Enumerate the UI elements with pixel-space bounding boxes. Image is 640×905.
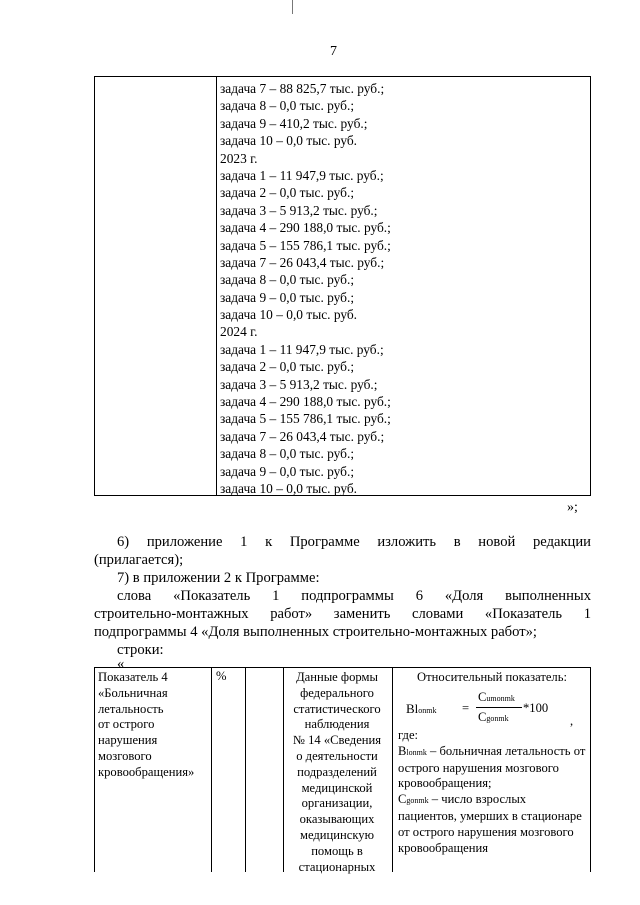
funding-line: задача 4 – 290 188,0 тыс. руб.; <box>220 220 391 236</box>
funding-line: задача 7 – 26 043,4 тыс. руб.; <box>220 428 385 444</box>
formula-comma: , <box>570 714 574 728</box>
funding-line: задача 9 – 410,2 тыс. руб.; <box>220 115 368 131</box>
funding-line: задача 2 – 0,0 тыс. руб.; <box>220 359 355 375</box>
source-line: о деятельности <box>296 748 378 763</box>
indicator-name-line: «Больничная <box>98 685 168 700</box>
funding-line: задача 2 – 0,0 тыс. руб.; <box>220 185 355 201</box>
indicator-name-line: мозгового <box>98 748 152 763</box>
formula-equals: = <box>462 701 470 715</box>
method-cell <box>395 670 589 686</box>
page-number: 7 <box>330 44 337 59</box>
funding-line: задача 8 – 0,0 тыс. руб.; <box>220 98 355 114</box>
formula <box>406 688 576 732</box>
unit-cell: % <box>216 669 227 683</box>
funding-table <box>94 76 591 496</box>
source-line: медицинской <box>301 780 373 795</box>
funding-line: задача 10 – 0,0 тыс. руб. <box>220 480 358 496</box>
col-divider-3 <box>283 668 284 872</box>
source-line: наблюдения <box>304 717 370 732</box>
open-quote: « <box>117 656 125 672</box>
source-line: Данные формы <box>296 670 378 684</box>
indicator-table <box>94 667 591 872</box>
funding-line: задача 3 – 5 913,2 тыс. руб.; <box>220 202 378 218</box>
funding-line: задача 9 – 0,0 тыс. руб.; <box>220 463 355 479</box>
rows-label: строки: <box>117 642 164 658</box>
table-column-divider <box>216 77 217 495</box>
source-line: оказывающих <box>299 812 375 827</box>
item-6-line-1: 6) приложение 1 к Программе изложить в новой редакции <box>117 534 591 550</box>
funding-line: задача 7 – 88 825,7 тыс. руб.; <box>220 81 385 96</box>
col-divider-2 <box>245 668 246 872</box>
formula-numerator: Cumonmk <box>478 690 515 704</box>
funding-line: задача 9 – 0,0 тыс. руб.; <box>220 289 355 305</box>
source-line: медицинскую <box>300 827 374 842</box>
words-line-1: слова «Показатель 1 подпрограммы 6 «Доля выполненных <box>117 588 591 604</box>
indicator-name-line: от острого <box>98 717 155 732</box>
item-7: 7) в приложении 2 к Программе: <box>117 570 320 586</box>
funding-line: задача 10 – 0,0 тыс. руб. <box>220 307 358 323</box>
funding-line: 2024 г. <box>220 324 258 340</box>
indicator-name-line: нарушения <box>98 733 158 748</box>
funding-line: задача 8 – 0,0 тыс. руб.; <box>220 446 355 462</box>
source-line: подразделений <box>297 764 377 779</box>
definition-2: Cgonmk – число взрослых пациентов, умерших в стационаре от острого нарушения мозгового кровообращения <box>398 792 582 855</box>
source-line: № 14 «Сведения <box>292 733 382 748</box>
indicator-name-cell <box>98 670 213 781</box>
definitions <box>398 728 588 856</box>
formula-denominator: Cgonmk <box>478 710 509 724</box>
words-line-3: подпрограммы 4 «Доля выполненных строительно-монтажных работ»; <box>94 624 537 640</box>
where-label: где: <box>398 728 419 742</box>
funding-line: задача 1 – 11 947,9 тыс. руб.; <box>220 167 384 183</box>
source-line: организации, <box>301 796 373 811</box>
method-title: Относительный показатель: <box>417 670 567 684</box>
funding-line: задача 1 – 11 947,9 тыс. руб.; <box>220 341 384 357</box>
item-6-line-2: (прилагается); <box>94 552 184 568</box>
source-cell <box>285 670 389 875</box>
formula-lhs: Blonmk <box>406 701 437 716</box>
closing-quote: »; <box>567 500 578 515</box>
indicator-name-line: Показатель 4 <box>98 670 168 684</box>
funding-line: задача 5 – 155 786,1 тыс. руб.; <box>220 237 391 253</box>
funding-line: задача 5 – 155 786,1 тыс. руб.; <box>220 411 391 427</box>
source-line: статистического <box>293 701 381 716</box>
funding-line: задача 4 – 290 188,0 тыс. руб.; <box>220 394 391 410</box>
indicator-name-line: летальность <box>98 701 164 716</box>
funding-line: задача 7 – 26 043,4 тыс. руб.; <box>220 254 385 270</box>
page-top-mark <box>292 0 293 14</box>
funding-line: задача 8 – 0,0 тыс. руб.; <box>220 272 355 288</box>
source-line: помощь в <box>311 843 363 858</box>
definition-1: Blonmk – больничная летальность от острого нарушения мозгового кровообращения; <box>398 743 586 791</box>
col-divider-4 <box>392 668 393 872</box>
words-line-2: строительно-монтажных работ» заменить словами «Показатель 1 <box>94 606 591 622</box>
funding-line: задача 10 – 0,0 тыс. руб. <box>220 133 358 149</box>
source-line: федерального <box>300 685 374 700</box>
funding-line: 2023 г. <box>220 150 258 166</box>
source-line: стационарных <box>298 859 376 874</box>
fraction-bar <box>476 707 522 708</box>
indicator-name-line: кровообращения» <box>98 764 195 779</box>
formula-factor: *100 <box>523 701 549 715</box>
funding-line: задача 3 – 5 913,2 тыс. руб.; <box>220 376 378 392</box>
funding-lines <box>220 80 391 497</box>
